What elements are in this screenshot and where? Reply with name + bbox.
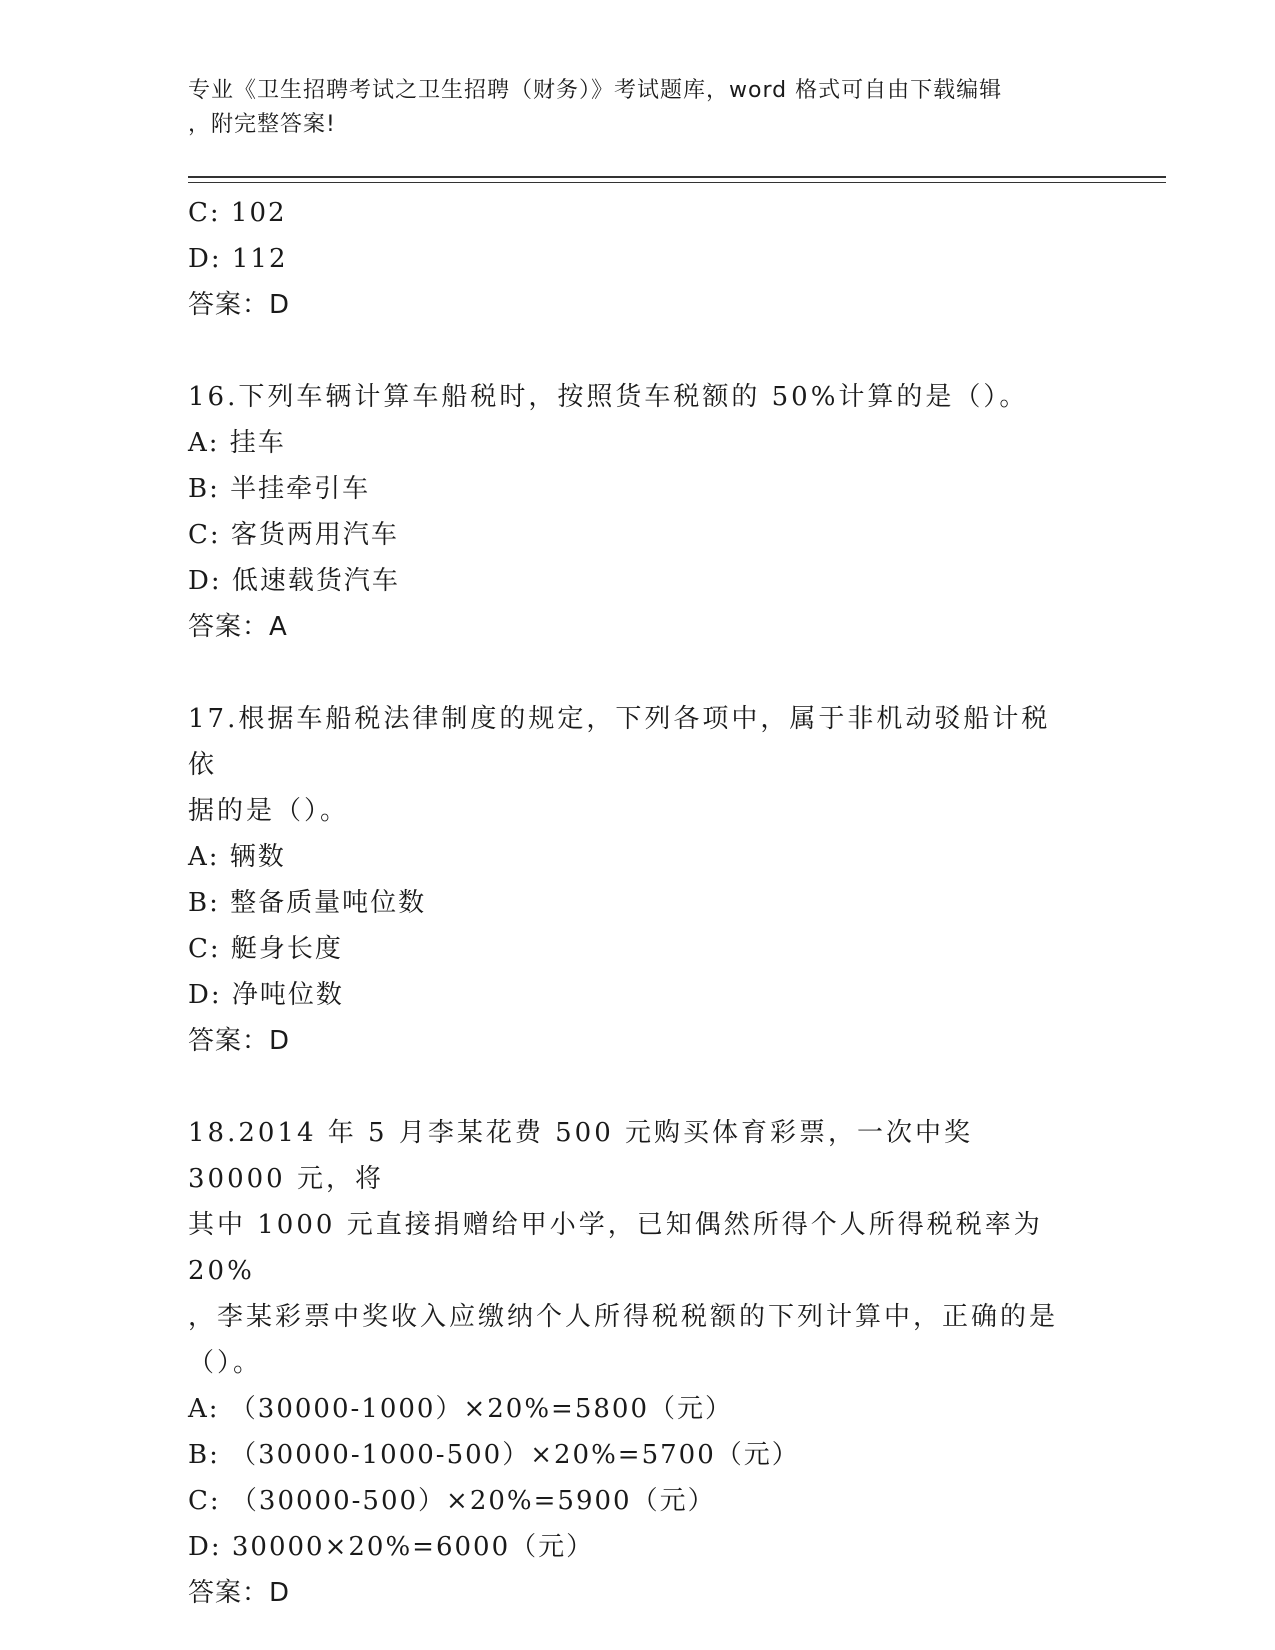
header-divider-thin [188,182,1166,183]
option-d: D: 112 [188,244,288,274]
option-a: A: 挂车 [188,428,286,458]
header-line-2: ，附完整答案! [188,112,336,137]
option-d: D: 30000×20%=6000（元） [188,1532,595,1562]
option-d: D: 净吨位数 [188,980,344,1010]
option-a: A: 辆数 [188,842,286,872]
question-text-line-3: ，李某彩票中奖收入应缴纳个人所得税税额的下列计算中，正确的是 [188,1302,1059,1332]
question-text-line-1: 18.2014 年 5 月李某花费 500 元购买体育彩票，一次中奖 30000 元，将 [188,1118,974,1194]
header-line-1: 专业《卫生招聘考试之卫生招聘（财务）》考试题库，word 格式可自由下载编辑 [188,78,1003,103]
document-header [188,74,1068,142]
option-c: C: 客货两用汽车 [188,520,399,550]
question-16 [188,374,1088,650]
question-list [188,190,1088,1616]
option-c: C: 102 [188,198,287,228]
option-a: A: （30000-1000）×20%=5800（元） [188,1394,733,1424]
question-17 [188,696,1088,1064]
question-text-line-2: 其中 1000 元直接捐赠给甲小学，已知偶然所得个人所得税税率为 20% [188,1210,1043,1286]
option-b: B: （30000-1000-500）×20%=5700（元） [188,1440,800,1470]
question-18 [188,1110,1088,1616]
option-c: C: （30000-500）×20%=5900（元） [188,1486,716,1516]
answer: 答案：A [188,612,288,642]
question-text: 16.下列车辆计算车船税时，按照货车税额的 50%计算的是（）。 [188,382,1029,412]
answer: 答案：D [188,290,291,320]
answer: 答案：D [188,1026,291,1056]
spacer [188,328,1088,374]
question-text-line-4: （）。 [188,1348,263,1378]
option-b: B: 半挂牵引车 [188,474,371,504]
option-c: C: 艇身长度 [188,934,343,964]
question-text-line-2: 据的是（）。 [188,796,350,826]
spacer [188,1064,1088,1110]
option-b: B: 整备质量吨位数 [188,888,427,918]
header-divider-thick [188,176,1166,178]
answer: 答案：D [188,1578,291,1608]
spacer [188,650,1088,696]
question-text-line-1: 17.根据车船税法律制度的规定，下列各项中，属于非机动驳船计税依 [188,704,1051,780]
question-15-tail [188,190,1088,328]
option-d: D: 低速载货汽车 [188,566,400,596]
